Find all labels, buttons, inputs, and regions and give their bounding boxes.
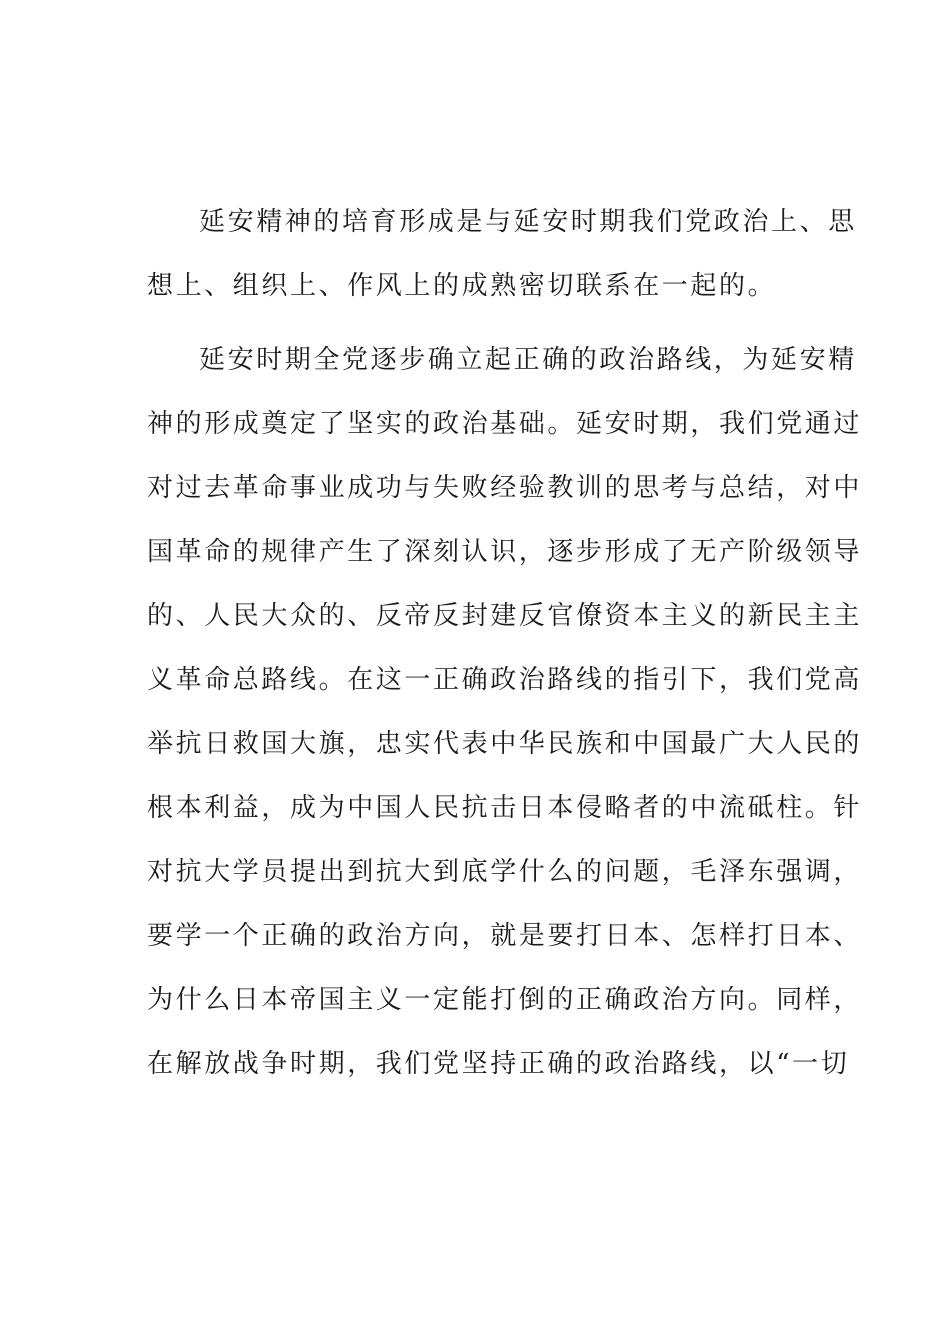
- text-line: 根本利益，成为中国人民抗击日本侵略者的中流砥柱。针: [147, 793, 863, 823]
- text-line: 在解放战争时期，我们党坚持正确的政治路线，以“一切: [147, 1049, 850, 1079]
- text-line: 延安精神的培育形成是与延安时期我们党政治上、思: [199, 207, 857, 237]
- paragraph-2: [147, 328, 863, 1096]
- text-line: 举抗日救国大旗，忠实代表中华民族和中国最广大人民的: [147, 729, 863, 759]
- text-line: 对过去革命事业成功与失败经验教训的思考与总结，对中: [147, 473, 863, 503]
- text-line: 要学一个正确的政治方向，就是要打日本、怎样打日本、: [147, 921, 863, 951]
- text-line: 想上、组织上、作风上的成熟密切联系在一起的。: [147, 271, 777, 301]
- body-text: [147, 190, 863, 1096]
- text-line: 的、人民大众的、反帝反封建反官僚资本主义的新民主主: [147, 601, 863, 631]
- text-line: 国革命的规律产生了深刻认识，逐步形成了无产阶级领导: [147, 537, 863, 567]
- text-line: 延安时期全党逐步确立起正确的政治路线，为延安精: [199, 345, 857, 375]
- text-line: 为什么日本帝国主义一定能打倒的正确政治方向。同样，: [147, 985, 863, 1015]
- paragraph-1: [147, 190, 857, 318]
- text-line: 义革命总路线。在这一正确政治路线的指引下，我们党高: [147, 665, 863, 695]
- text-line: 神的形成奠定了坚实的政治基础。延安时期，我们党通过: [147, 409, 863, 439]
- text-line: 对抗大学员提出到抗大到底学什么的问题，毛泽东强调，: [147, 857, 863, 887]
